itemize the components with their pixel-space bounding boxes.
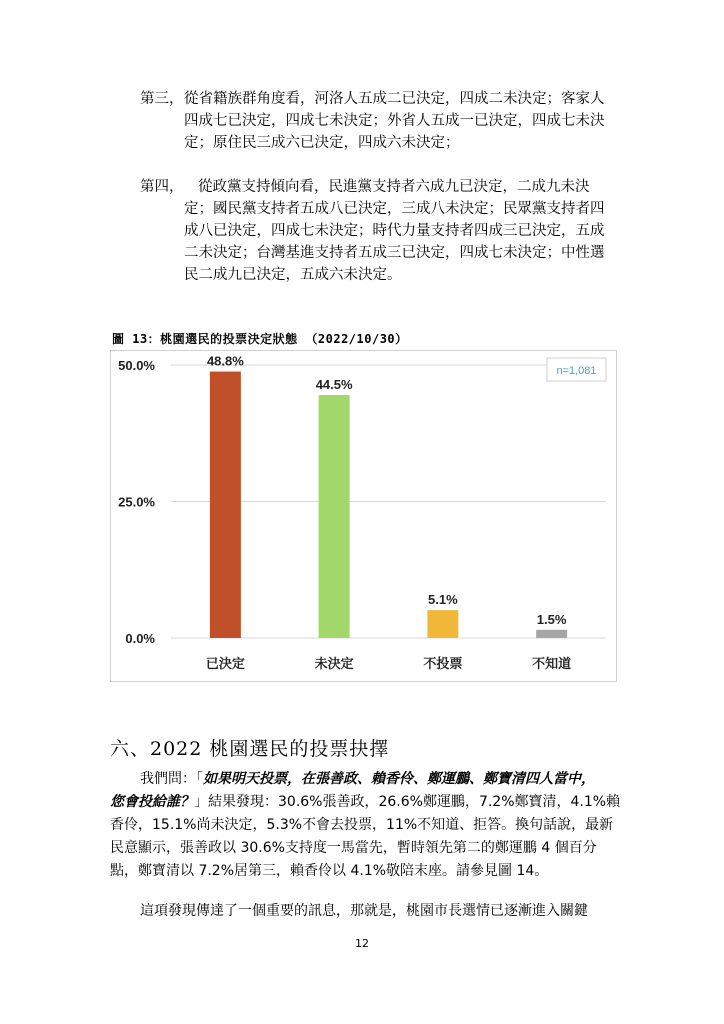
paragraph-1-line-2 [110,791,620,814]
item3-label: 第三， [140,91,184,107]
item3-line-3: 定；原住民三成六已決定，四成六未決定； [184,135,460,151]
x-category-label: 未決定 [314,656,354,671]
bar-value-label: 48.8% [206,353,244,369]
bar-3 [427,610,458,638]
paragraph-1-line-1 [140,768,595,791]
question-part-2: 您會投給誰？ [110,794,194,810]
y-tick-label: 25.0% [118,494,155,510]
bar-2 [319,395,350,638]
item4-line-3: 成八已決定，四成七未決定；時代力量支持者四成三已決定，五成 [184,223,605,239]
chart-container [110,350,617,682]
page-number: 12 [355,937,369,950]
paragraph-1-line-5: 點，鄭寶清以 7.2%居第三，賴香伶以 4.1%敬陪末座。請參見圖 14。 [110,863,549,879]
item4-label: 第四， [140,179,184,195]
results-intro: 」結果發現：30.6%張善政，26.6%鄭運鵬，7.2%鄭寶清，4.1%賴 [194,794,621,810]
bar-value-label: 1.5% [536,611,567,627]
item4-line-4: 二未決定；台灣基進支持者五成三已決定，四成七未決定；中性選 [184,245,605,261]
x-category-label: 已決定 [205,656,245,671]
bar-chart [111,351,616,681]
item3-line-1: 從省籍族群角度看，河洛人五成二已決定，四成二未決定；客家人 [184,91,605,107]
section-heading: 六、2022 桃園選民的投票抉擇 [110,738,390,760]
bar-4 [536,630,567,638]
paragraph-1-line-3: 香伶，15.1%尚未決定，5.3%不會去投票，11%不知道、拒答。換句話說，最新 [110,817,614,833]
question-part-1: 如果明天投票，在張善政、賴香伶、鄭運鵬、鄭寶清四人當中， [203,771,595,787]
paragraph-2: 這項發現傳達了一個重要的訊息，那就是，桃園市長選情已逐漸進入關鍵 [140,903,588,919]
y-tick-label: 50.0% [118,358,155,373]
y-tick-label: 0.0% [125,631,155,646]
sample-size-annotation: n=1,081 [556,365,597,377]
item3-line-2: 四成七已決定，四成七未決定；外省人五成一已決定，四成七未決 [184,113,605,129]
bar-value-label: 5.1% [428,592,458,608]
quote-lead: 我們問：「 [140,771,203,787]
figure-caption: 圖 13：桃園選民的投票決定狀態 （2022/10/30） [112,332,408,346]
x-category-label: 不知道 [532,656,572,671]
paragraph-1-line-4: 民意顯示，張善政以 30.6%支持度一馬當先，暫時領先第二的鄭運鵬 4 個百分 [110,840,597,856]
x-category-label: 不投票 [423,656,463,671]
bar-value-label: 44.5% [315,377,353,393]
item4-line-5: 民二成九已決定，五成六未決定。 [184,267,402,283]
item4-line-2: 定；國民黨支持者五成八已決定，三成八未決定；民眾黨支持者四 [184,201,605,217]
item4-line-1: 從政黨支持傾向看，民進黨支持者六成九已決定，二成九未決 [198,179,590,195]
bar-1 [210,372,241,638]
